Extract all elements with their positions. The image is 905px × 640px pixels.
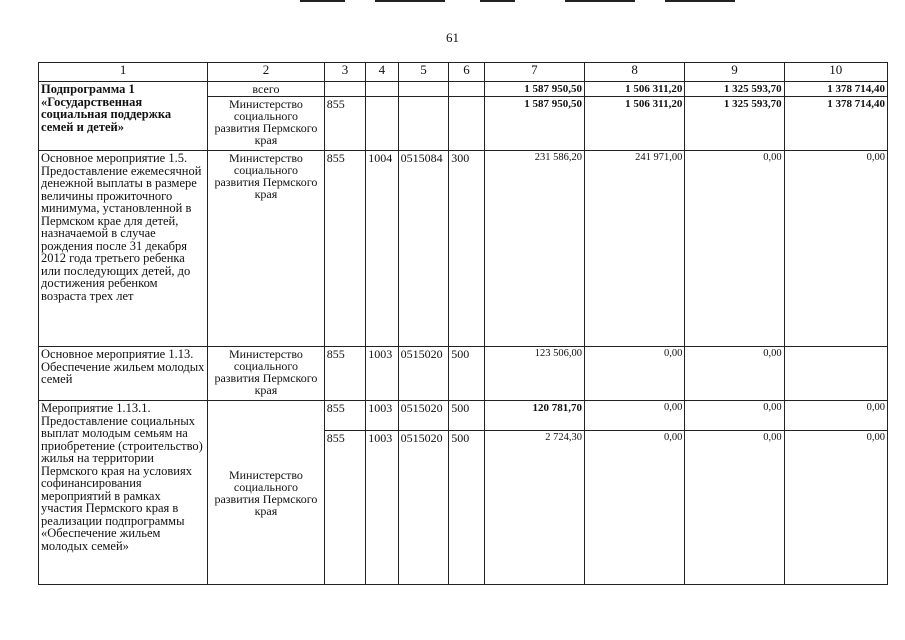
rz-cell: 1003 xyxy=(366,431,398,585)
activity-title: Основное мероприятие 1.13. Обеспечение жильем молодых семей xyxy=(39,347,208,401)
col-header: 4 xyxy=(366,63,398,82)
amount-cell: 0,00 xyxy=(685,401,784,431)
vr-cell: 500 xyxy=(449,347,484,401)
table-row xyxy=(39,401,888,431)
amount-cell: 0,00 xyxy=(685,347,784,401)
amount-cell: 123 506,00 xyxy=(484,347,584,401)
vr-cell: 300 xyxy=(449,151,484,347)
amount-cell: 0,00 xyxy=(685,151,784,347)
rz-cell: 1003 xyxy=(366,347,398,401)
grbs-cell: 855 xyxy=(324,347,366,401)
grbs-cell: 855 xyxy=(324,401,366,431)
csr-cell: 0515020 xyxy=(398,431,449,585)
subprogram-title: Подпрограмма 1 «Государственная социальная поддержка семей и детей» xyxy=(39,82,208,151)
amount-cell: 2 724,30 xyxy=(484,431,584,585)
vr-cell: 500 xyxy=(449,431,484,585)
executor-cell: Министерство социального развития Пермского края xyxy=(208,401,325,585)
table-row xyxy=(39,82,888,97)
amount-cell: 0,00 xyxy=(685,431,784,585)
vr-cell: 500 xyxy=(449,401,484,431)
executor-cell: всего xyxy=(208,82,325,97)
table-row xyxy=(39,347,888,401)
amount-cell: 241 971,00 xyxy=(585,151,685,347)
col-header: 6 xyxy=(449,63,484,82)
grbs-cell: 855 xyxy=(324,431,366,585)
col-header: 8 xyxy=(585,63,685,82)
amount-cell: 1 325 593,70 xyxy=(685,97,784,151)
amount-cell: 0,00 xyxy=(585,431,685,585)
amount-cell: 1 325 593,70 xyxy=(685,82,784,97)
amount-cell: 120 781,70 xyxy=(484,401,584,431)
col-header: 1 xyxy=(39,63,208,82)
csr-cell: 0515020 xyxy=(398,347,449,401)
amount-cell: 1 587 950,50 xyxy=(484,97,584,151)
grbs-cell: 855 xyxy=(324,151,366,347)
col-header: 9 xyxy=(685,63,784,82)
amount-cell: 1 587 950,50 xyxy=(484,82,584,97)
amount-cell: 1 378 714,40 xyxy=(784,97,887,151)
amount-cell: 1 506 311,20 xyxy=(585,97,685,151)
amount-cell: 0,00 xyxy=(585,347,685,401)
activity-title: Мероприятие 1.13.1. Предоставление социальных выплат молодым семьям на приобретение (строительство) жилья на территории Пермского края на условиях софинансирования мероприятий в рамках участия Пермского края в реализации подпрограммы «Обеспечение жильем молодых семей» xyxy=(39,401,208,585)
amount-cell: 0,00 xyxy=(784,151,887,347)
amount-cell xyxy=(784,347,887,401)
amount-cell: 0,00 xyxy=(784,431,887,585)
header-row xyxy=(39,63,888,82)
csr-cell: 0515020 xyxy=(398,401,449,431)
table-row xyxy=(39,151,888,347)
page-number: 61 xyxy=(446,30,459,45)
amount-cell: 1 506 311,20 xyxy=(585,82,685,97)
executor-cell: Министерство социального развития Пермского края xyxy=(208,347,325,401)
col-header: 2 xyxy=(208,63,325,82)
col-header: 10 xyxy=(784,63,887,82)
col-header: 5 xyxy=(398,63,449,82)
executor-cell: Министерство социального развития Пермского края xyxy=(208,151,325,347)
rz-cell: 1004 xyxy=(366,151,398,347)
col-header: 7 xyxy=(484,63,584,82)
amount-cell: 0,00 xyxy=(585,401,685,431)
budget-table xyxy=(38,62,888,585)
csr-cell: 0515084 xyxy=(398,151,449,347)
activity-title: Основное мероприятие 1.5. Предоставление ежемесячной денежной выплаты в размере величины прожиточного минимума, установленной в Пермском крае для детей, назначаемой в случае рождения после 31 декабря 2012 года третьего ребенка или последующих детей, до достижения ребенком возраста трех лет xyxy=(39,151,208,347)
amount-cell: 231 586,20 xyxy=(484,151,584,347)
rz-cell: 1003 xyxy=(366,401,398,431)
col-header: 3 xyxy=(324,63,366,82)
executor-cell: Министерство социального развития Пермского края xyxy=(208,97,325,151)
amount-cell: 1 378 714,40 xyxy=(784,82,887,97)
grbs-cell: 855 xyxy=(324,97,366,151)
amount-cell: 0,00 xyxy=(784,401,887,431)
